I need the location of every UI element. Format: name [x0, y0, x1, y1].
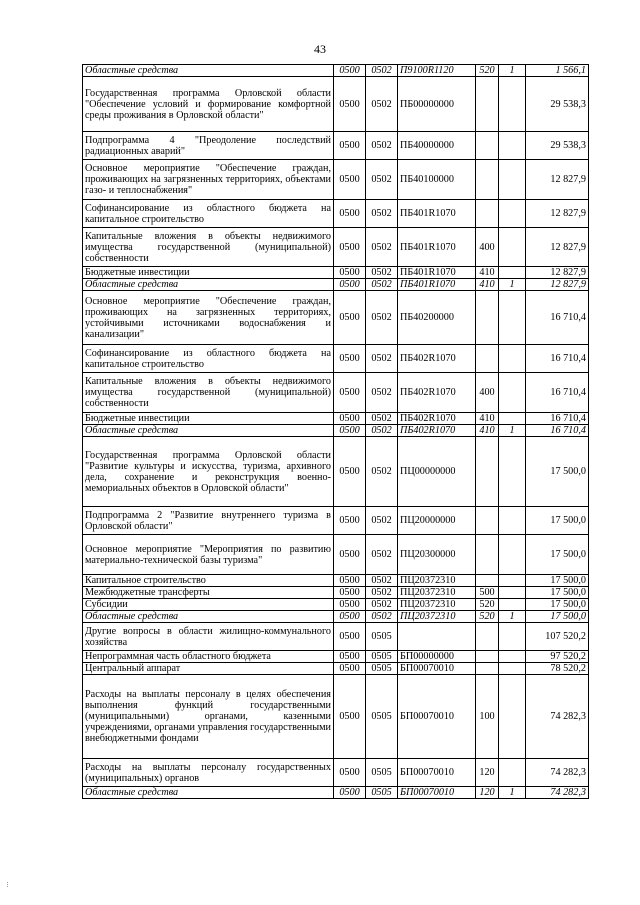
cell-src: 1	[499, 65, 526, 77]
cell-vr	[476, 77, 499, 132]
cell-csr: ПБ40100000	[398, 160, 476, 200]
cell-src	[499, 437, 526, 507]
cell-pr: 0502	[366, 65, 398, 77]
cell-csr: БП00070010	[398, 787, 476, 799]
cell-name: Областные средства	[83, 425, 334, 437]
cell-pr: 0502	[366, 587, 398, 599]
cell-rz: 0500	[334, 200, 366, 228]
cell-src: 1	[499, 279, 526, 291]
cell-rz: 0500	[334, 425, 366, 437]
cell-amount: 74 282,3	[526, 675, 589, 759]
cell-vr: 410	[476, 267, 499, 279]
cell-vr	[476, 663, 499, 675]
cell-csr: БП00000000	[398, 651, 476, 663]
cell-name: Капитальные вложения в объекты недвижимого имущества государственной (муниципальной) собственности	[83, 373, 334, 413]
cell-src	[499, 535, 526, 575]
cell-vr: 520	[476, 611, 499, 623]
cell-vr: 120	[476, 759, 499, 787]
cell-rz: 0500	[334, 623, 366, 651]
cell-amount: 17 500,0	[526, 535, 589, 575]
cell-pr: 0502	[366, 160, 398, 200]
cell-vr: 410	[476, 279, 499, 291]
cell-src	[499, 507, 526, 535]
cell-pr: 0502	[366, 599, 398, 611]
table-row	[83, 675, 589, 759]
cell-pr: 0502	[366, 507, 398, 535]
cell-src	[499, 373, 526, 413]
cell-rz: 0500	[334, 413, 366, 425]
table-row	[83, 291, 589, 345]
cell-vr: 100	[476, 675, 499, 759]
cell-pr: 0502	[366, 575, 398, 587]
cell-vr	[476, 132, 499, 160]
cell-csr: ПЦ20372310	[398, 599, 476, 611]
cell-csr: ПБ402R1070	[398, 413, 476, 425]
cell-vr	[476, 535, 499, 575]
cell-amount: 74 282,3	[526, 787, 589, 799]
cell-vr	[476, 623, 499, 651]
cell-name: Центральный аппарат	[83, 663, 334, 675]
cell-csr: ПЦ20000000	[398, 507, 476, 535]
cell-src	[499, 77, 526, 132]
cell-name: Бюджетные инвестиции	[83, 267, 334, 279]
cell-amount: 74 282,3	[526, 759, 589, 787]
table-row	[83, 200, 589, 228]
table-row	[83, 651, 589, 663]
cell-pr: 0505	[366, 623, 398, 651]
cell-name: Областные средства	[83, 611, 334, 623]
cell-name: Субсидии	[83, 599, 334, 611]
cell-vr	[476, 507, 499, 535]
budget-table	[82, 64, 589, 799]
cell-rz: 0500	[334, 160, 366, 200]
cell-amount: 17 500,0	[526, 611, 589, 623]
cell-csr: ПБ40200000	[398, 291, 476, 345]
cell-rz: 0500	[334, 787, 366, 799]
cell-name: Областные средства	[83, 65, 334, 77]
cell-name: Бюджетные инвестиции	[83, 413, 334, 425]
cell-src: 1	[499, 611, 526, 623]
cell-csr: БП00070010	[398, 675, 476, 759]
cell-src	[499, 345, 526, 373]
cell-pr: 0502	[366, 373, 398, 413]
cell-amount: 29 538,3	[526, 77, 589, 132]
page-number: 43	[314, 42, 326, 56]
cell-pr: 0502	[366, 611, 398, 623]
cell-rz: 0500	[334, 663, 366, 675]
cell-rz: 0500	[334, 267, 366, 279]
cell-amount: 16 710,4	[526, 413, 589, 425]
cell-src	[499, 413, 526, 425]
cell-rz: 0500	[334, 373, 366, 413]
cell-pr: 0502	[366, 200, 398, 228]
cell-rz: 0500	[334, 437, 366, 507]
cell-vr	[476, 345, 499, 373]
margin-mark	[7, 882, 10, 887]
cell-vr: 500	[476, 587, 499, 599]
table-row	[83, 575, 589, 587]
cell-name: Областные средства	[83, 787, 334, 799]
cell-rz: 0500	[334, 759, 366, 787]
table-row	[83, 425, 589, 437]
table-row	[83, 611, 589, 623]
table-row	[83, 279, 589, 291]
cell-src: 1	[499, 425, 526, 437]
cell-rz: 0500	[334, 228, 366, 267]
cell-pr: 0505	[366, 663, 398, 675]
cell-name: Основное мероприятие "Мероприятия по развитию материально-технической базы туризма"	[83, 535, 334, 575]
cell-pr: 0502	[366, 267, 398, 279]
cell-vr: 520	[476, 599, 499, 611]
cell-name: Государственная программа Орловской области "Обеспечение условий и формирование комфортной среды проживания в Орловской области"	[83, 77, 334, 132]
cell-amount: 12 827,9	[526, 279, 589, 291]
cell-pr: 0502	[366, 437, 398, 507]
table-row	[83, 77, 589, 132]
cell-name: Областные средства	[83, 279, 334, 291]
cell-name: Подпрограмма 2 "Развитие внутреннего туризма в Орловской области"	[83, 507, 334, 535]
cell-name: Софинансирование из областного бюджета на капитальное строительство	[83, 345, 334, 373]
cell-vr	[476, 575, 499, 587]
table-body	[83, 65, 589, 799]
cell-name: Капитальное строительство	[83, 575, 334, 587]
cell-csr: ПЦ20372310	[398, 575, 476, 587]
cell-name: Межбюджетные трансферты	[83, 587, 334, 599]
cell-name: Другие вопросы в области жилищно-коммунального хозяйства	[83, 623, 334, 651]
table-row	[83, 345, 589, 373]
cell-src: 1	[499, 787, 526, 799]
cell-src	[499, 200, 526, 228]
cell-vr	[476, 437, 499, 507]
cell-pr: 0505	[366, 651, 398, 663]
cell-amount: 78 520,2	[526, 663, 589, 675]
cell-src	[499, 759, 526, 787]
table-row	[83, 759, 589, 787]
cell-pr: 0502	[366, 132, 398, 160]
cell-rz: 0500	[334, 611, 366, 623]
cell-pr: 0505	[366, 675, 398, 759]
cell-pr: 0505	[366, 787, 398, 799]
cell-rz: 0500	[334, 291, 366, 345]
cell-src	[499, 587, 526, 599]
table-row	[83, 587, 589, 599]
cell-csr: П9100R1120	[398, 65, 476, 77]
cell-csr: ПЦ20300000	[398, 535, 476, 575]
cell-rz: 0500	[334, 675, 366, 759]
cell-name: Непрограммная часть областного бюджета	[83, 651, 334, 663]
cell-src	[499, 599, 526, 611]
cell-vr: 400	[476, 373, 499, 413]
cell-amount: 12 827,9	[526, 267, 589, 279]
cell-src	[499, 291, 526, 345]
cell-src	[499, 132, 526, 160]
cell-csr: ПЦ00000000	[398, 437, 476, 507]
table-row	[83, 160, 589, 200]
table-row	[83, 787, 589, 799]
cell-rz: 0500	[334, 535, 366, 575]
cell-src	[499, 160, 526, 200]
cell-amount: 97 520,2	[526, 651, 589, 663]
cell-vr: 120	[476, 787, 499, 799]
cell-csr: ПЦ20372310	[398, 587, 476, 599]
cell-csr: ПБ401R1070	[398, 200, 476, 228]
cell-csr: ПЦ20372310	[398, 611, 476, 623]
cell-rz: 0500	[334, 575, 366, 587]
table-row	[83, 507, 589, 535]
cell-rz: 0500	[334, 587, 366, 599]
cell-pr: 0502	[366, 535, 398, 575]
cell-src	[499, 663, 526, 675]
cell-rz: 0500	[334, 599, 366, 611]
cell-src	[499, 675, 526, 759]
cell-pr: 0502	[366, 228, 398, 267]
cell-rz: 0500	[334, 651, 366, 663]
cell-amount: 16 710,4	[526, 291, 589, 345]
cell-amount: 17 500,0	[526, 437, 589, 507]
cell-csr: ПБ402R1070	[398, 425, 476, 437]
table-row	[83, 267, 589, 279]
cell-name: Капитальные вложения в объекты недвижимого имущества государственной (муниципальной) собственности	[83, 228, 334, 267]
cell-rz: 0500	[334, 65, 366, 77]
cell-src	[499, 575, 526, 587]
table-row	[83, 535, 589, 575]
cell-vr: 400	[476, 228, 499, 267]
table-row	[83, 437, 589, 507]
cell-amount: 16 710,4	[526, 425, 589, 437]
cell-csr: БП00070010	[398, 759, 476, 787]
cell-name: Расходы на выплаты персоналу государственных (муниципальных) органов	[83, 759, 334, 787]
cell-pr: 0502	[366, 279, 398, 291]
table-row	[83, 373, 589, 413]
table-row	[83, 413, 589, 425]
cell-vr	[476, 291, 499, 345]
cell-vr: 520	[476, 65, 499, 77]
cell-name: Расходы на выплаты персоналу в целях обеспечения выполнения функций государственными (муниципальными) органами, казенными учреждениями, органами управления государственными внебюджетными фондами	[83, 675, 334, 759]
cell-csr: ПБ402R1070	[398, 345, 476, 373]
cell-rz: 0500	[334, 507, 366, 535]
table-row	[83, 132, 589, 160]
cell-csr: ПБ00000000	[398, 77, 476, 132]
cell-vr: 410	[476, 425, 499, 437]
cell-name: Софинансирование из областного бюджета на капитальное строительство	[83, 200, 334, 228]
cell-csr: ПБ401R1070	[398, 279, 476, 291]
cell-pr: 0502	[366, 77, 398, 132]
cell-name: Государственная программа Орловской области "Развитие культуры и искусства, туризма, архивного дела, сохранение и реконструкция военно-мемориальных объектов в Орловской области"	[83, 437, 334, 507]
cell-vr	[476, 200, 499, 228]
table-row	[83, 663, 589, 675]
table-row	[83, 228, 589, 267]
cell-rz: 0500	[334, 132, 366, 160]
cell-name: Основное мероприятие "Обеспечение граждан, проживающих на загрязненных территориях, устойчивыми источниками водоснабжения и канализации"	[83, 291, 334, 345]
cell-amount: 17 500,0	[526, 507, 589, 535]
cell-amount: 1 566,1	[526, 65, 589, 77]
table-row	[83, 65, 589, 77]
cell-csr: ПБ40000000	[398, 132, 476, 160]
cell-rz: 0500	[334, 345, 366, 373]
cell-amount: 12 827,9	[526, 228, 589, 267]
cell-pr: 0502	[366, 413, 398, 425]
cell-name: Основное мероприятие "Обеспечение граждан, проживающих на загрязненных территориях, объектами газо- и теплоснабжения"	[83, 160, 334, 200]
cell-rz: 0500	[334, 279, 366, 291]
cell-src	[499, 651, 526, 663]
cell-src	[499, 228, 526, 267]
cell-vr	[476, 651, 499, 663]
cell-amount: 12 827,9	[526, 200, 589, 228]
cell-pr: 0505	[366, 759, 398, 787]
cell-csr: ПБ401R1070	[398, 228, 476, 267]
cell-pr: 0502	[366, 425, 398, 437]
cell-name: Подпрограмма 4 "Преодоление последствий радиационных аварий"	[83, 132, 334, 160]
cell-amount: 17 500,0	[526, 575, 589, 587]
table-row	[83, 623, 589, 651]
cell-csr	[398, 623, 476, 651]
cell-amount: 29 538,3	[526, 132, 589, 160]
cell-amount: 16 710,4	[526, 373, 589, 413]
cell-vr: 410	[476, 413, 499, 425]
cell-rz: 0500	[334, 77, 366, 132]
cell-amount: 12 827,9	[526, 160, 589, 200]
cell-src	[499, 267, 526, 279]
cell-pr: 0502	[366, 345, 398, 373]
cell-csr: ПБ402R1070	[398, 373, 476, 413]
cell-csr: БП00070010	[398, 663, 476, 675]
cell-amount: 107 520,2	[526, 623, 589, 651]
cell-pr: 0502	[366, 291, 398, 345]
cell-csr: ПБ401R1070	[398, 267, 476, 279]
cell-src	[499, 623, 526, 651]
cell-amount: 17 500,0	[526, 587, 589, 599]
cell-amount: 16 710,4	[526, 345, 589, 373]
cell-amount: 17 500,0	[526, 599, 589, 611]
table-row	[83, 599, 589, 611]
cell-vr	[476, 160, 499, 200]
